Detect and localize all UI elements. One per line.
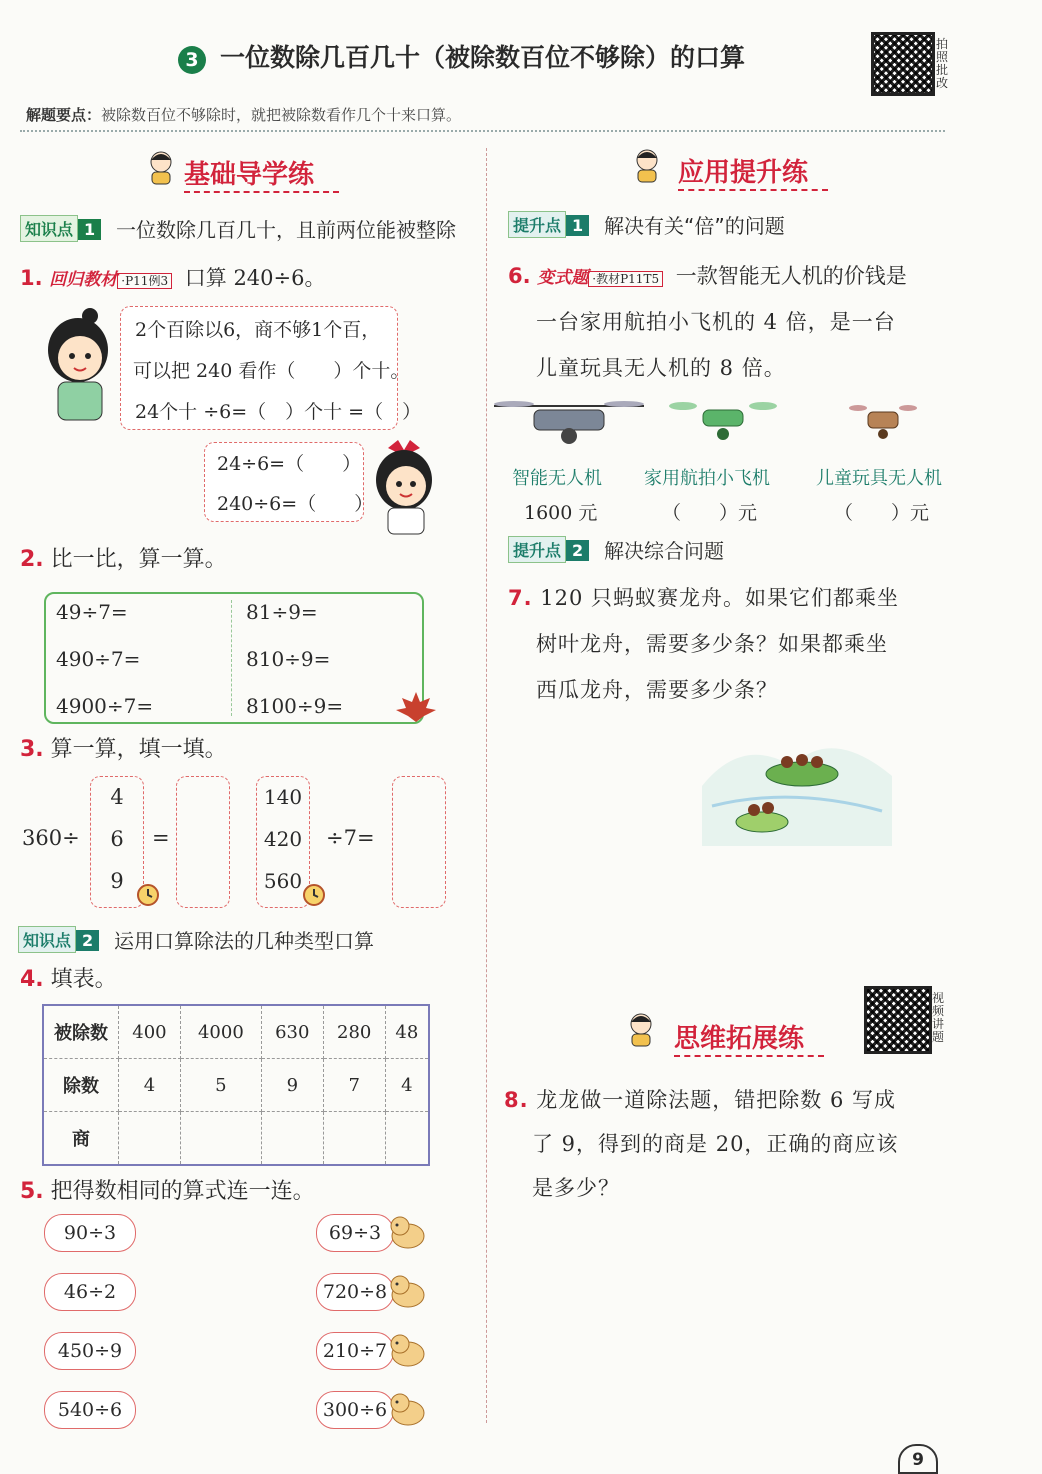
page-title xyxy=(178,38,745,74)
question-3: 3. 算一算，填一填。 xyxy=(20,737,227,762)
section-title-apply: 应用提升练 xyxy=(678,152,828,191)
question-7-line3: 西瓜龙舟，需要多少条？ xyxy=(536,678,778,702)
qr-side-text: 拍照批改 xyxy=(936,37,949,90)
tip-text: 被除数百位不够除时，就把被除数看作几个十来口算。 xyxy=(101,106,462,124)
match-right-3[interactable]: 210÷7 xyxy=(316,1332,394,1370)
question-1: 1. 回归教材 ·P11例3 口算 240÷6。 xyxy=(20,266,326,290)
child-icon xyxy=(632,148,662,184)
girl-illustration-2 xyxy=(368,436,440,536)
drone-price-3[interactable]: （ ）元 xyxy=(834,502,930,524)
upgrade-point-1-text: 解决有关“倍”的问题 xyxy=(604,214,785,238)
question-6-line2: 一台家用航拍小飞机的 4 倍，是一台 xyxy=(536,310,896,334)
question-7-line1: 120 只蚂蚁赛龙舟。如果它们都乘坐 xyxy=(540,586,900,610)
question-8: 8. 龙龙做一道除法题，错把除数 6 写成 xyxy=(504,1088,896,1112)
question-7-line2: 树叶龙舟，需要多少条？如果都乘坐 xyxy=(536,632,888,656)
thought-bubble-2 xyxy=(204,442,374,522)
answer-cell[interactable] xyxy=(385,1112,429,1166)
question-1-text: 口算 240÷6。 xyxy=(184,266,326,290)
tip-line xyxy=(26,104,461,125)
girl-illustration-1 xyxy=(40,306,120,426)
table-row: 除数 4 5 9 7 4 xyxy=(43,1059,429,1112)
textbook-tag: 回归教材 xyxy=(49,270,118,290)
q3-equals: = xyxy=(152,826,170,850)
answer-cell[interactable] xyxy=(119,1112,181,1166)
tip-divider xyxy=(20,130,945,132)
qr-code-video-icon[interactable] xyxy=(864,986,932,1054)
column-divider xyxy=(486,148,487,1423)
q3-prefix: 360÷ xyxy=(22,826,80,850)
qr-video-side-text: 视频讲题 xyxy=(932,991,945,1044)
maple-leaf-icon xyxy=(394,690,438,728)
section-title-extend: 思维拓展练 xyxy=(674,1018,824,1057)
bubble1-line3: 24个十 ÷6=（ ）个十 =（ ） xyxy=(135,401,422,423)
qr-code-icon[interactable] xyxy=(871,32,935,96)
question-6-line1: 一款智能无人机的价钱是 xyxy=(675,264,907,288)
upgrade-point-1: 提升点 1 xyxy=(508,211,589,238)
drone-name-2: 家用航拍小飞机 xyxy=(644,468,770,489)
knowledge-point-2-text: 运用口算除法的几种类型口算 xyxy=(114,929,374,953)
lesson-number: 3 xyxy=(178,46,206,74)
table-row: 被除数 400 4000 630 280 48 xyxy=(43,1005,429,1059)
knowledge-point-1-text: 一位数除几百几十，且前两位能被整除 xyxy=(116,218,456,242)
tip-label: 解题要点： xyxy=(26,106,102,124)
compare-box xyxy=(44,592,424,724)
question-4: 4. 填表。 xyxy=(20,967,117,992)
q3-answer-box-1[interactable] xyxy=(176,776,230,908)
answer-cell[interactable] xyxy=(323,1112,385,1166)
smart-drone-icon xyxy=(494,392,644,456)
upgrade-point-2-text: 解决综合问题 xyxy=(604,539,724,563)
alarm-clock-icon xyxy=(134,880,162,912)
match-right-4[interactable]: 300÷6 xyxy=(316,1391,394,1429)
compare-left-2: 490÷7= xyxy=(56,647,141,671)
question-6: 6. 变式题 ·教材P11T5 一款智能无人机的价钱是 xyxy=(508,264,907,288)
question-3-text: 算一算，填一填。 xyxy=(50,737,227,762)
child-icon xyxy=(146,150,176,186)
fill-table xyxy=(42,1004,430,1166)
knowledge-point-1: 知识点 1 xyxy=(20,215,101,242)
bubble1-line2: 可以把 240 看作（ ）个十。 xyxy=(133,360,410,382)
knowledge-point-2: 知识点 2 xyxy=(18,926,99,953)
q3-suffix: ÷7= xyxy=(326,826,375,850)
question-8-line3: 是多少？ xyxy=(532,1176,620,1200)
question-2: 2. 比一比，算一算。 xyxy=(20,547,227,572)
question-8-line2: 了 9，得到的商是 20，正确的商应该 xyxy=(532,1132,899,1156)
question-4-text: 填表。 xyxy=(50,967,117,992)
question-8-line1: 龙龙做一道除法题，错把除数 6 写成 xyxy=(536,1088,896,1112)
bubble1-line1: 2个百除以6，商不够1个百， xyxy=(135,319,381,341)
thought-bubble-1 xyxy=(120,306,422,430)
question-2-text: 比一比，算一算。 xyxy=(50,547,227,572)
drone-name-3: 儿童玩具无人机 xyxy=(816,468,942,489)
puppy-icon xyxy=(386,1330,428,1374)
q3-col1: 4 6 9 xyxy=(90,776,144,908)
variant-ref: ·教材P11T5 xyxy=(588,271,663,287)
match-left-4[interactable]: 540÷6 xyxy=(44,1391,136,1429)
compare-right-1: 81÷9= xyxy=(246,600,318,624)
puppy-icon xyxy=(386,1271,428,1315)
question-7: 7. 120 只蚂蚁赛龙舟。如果它们都乘坐 xyxy=(508,586,900,610)
table-row: 商 xyxy=(43,1112,429,1166)
compare-right-2: 810÷9= xyxy=(246,647,331,671)
q3-col2: 140 420 560 xyxy=(256,776,310,908)
answer-cell[interactable] xyxy=(180,1112,261,1166)
match-left-3[interactable]: 450÷9 xyxy=(44,1332,136,1370)
drone-name-1: 智能无人机 xyxy=(512,468,602,489)
question-5-text: 把得数相同的算式连一连。 xyxy=(50,1179,315,1204)
bubble2-line1: 24÷6=（ ） xyxy=(217,453,362,475)
alarm-clock-icon-2 xyxy=(300,880,328,912)
puppy-icon xyxy=(386,1212,428,1256)
textbook-ref: ·P11例3 xyxy=(117,273,172,289)
child-icon xyxy=(626,1012,656,1048)
compare-left-3: 4900÷7= xyxy=(56,694,154,718)
variant-tag: 变式题 xyxy=(537,268,589,288)
drone-price-1: 1600 元 xyxy=(524,502,598,524)
lesson-title: 一位数除几百几十（被除数百位不够除）的口算 xyxy=(220,43,746,72)
puppy-icon xyxy=(386,1389,428,1433)
match-left-1[interactable]: 90÷3 xyxy=(44,1214,136,1252)
home-drone-icon xyxy=(668,392,778,452)
compare-left-1: 49÷7= xyxy=(56,600,128,624)
ant-dragon-boat-illustration xyxy=(702,726,892,850)
match-right-2[interactable]: 720÷8 xyxy=(316,1273,394,1311)
drone-price-2[interactable]: （ ）元 xyxy=(662,502,758,524)
question-6-line3: 儿童玩具无人机的 8 倍。 xyxy=(536,356,786,380)
bubble2-line2: 240÷6=（ ） xyxy=(217,493,374,515)
section-title-basic: 基础导学练 xyxy=(184,154,339,193)
match-right-1[interactable]: 69÷3 xyxy=(316,1214,394,1252)
compare-right-3: 8100÷9= xyxy=(246,694,344,718)
question-5: 5. 把得数相同的算式连一连。 xyxy=(20,1179,315,1204)
q3-answer-box-2[interactable] xyxy=(392,776,446,908)
upgrade-point-2: 提升点 2 xyxy=(508,536,589,563)
answer-cell[interactable] xyxy=(261,1112,323,1166)
page-number: 9 xyxy=(898,1444,938,1474)
match-left-2[interactable]: 46÷2 xyxy=(44,1273,136,1311)
toy-drone-icon xyxy=(848,398,918,446)
